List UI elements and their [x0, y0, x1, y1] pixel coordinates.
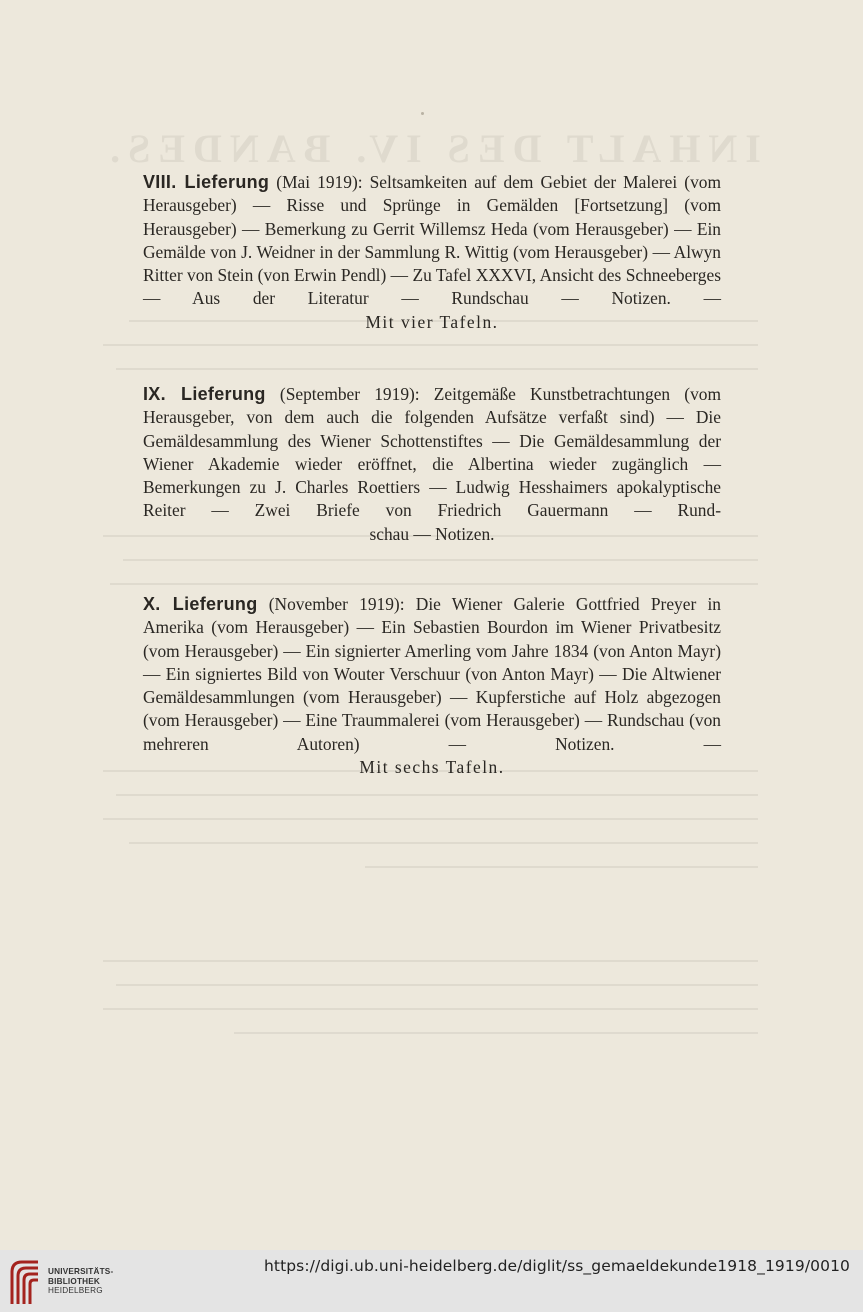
- permalink-url[interactable]: https://digi.ub.uni-heidelberg.de/diglit/ss_gemaeldekunde1918_1919/0010: [263, 1257, 850, 1275]
- library-name-line1: UNIVERSITÄTS-: [48, 1267, 114, 1276]
- bleed-through-texture: [103, 950, 758, 1056]
- bleed-through-title: INHALT DES IV. BANDES.: [102, 126, 761, 171]
- section-closing: schau — Notizen.: [369, 523, 495, 544]
- section-x: [143, 593, 721, 779]
- library-name[interactable]: [48, 1267, 113, 1296]
- section-text: (September 1919): Zeitgemäße Kunstbetrachtungen (vom Herausgeber, von dem auch die folgenden Aufsätze verfaßt sind) — Die Gemäldesammlung des Wiener Schottenstiftes — Die Gemäldesammlung der Wiener Akademie wieder eröffnet, die Albertina wieder zugänglich — Bemerkungen zu J. Charles Roettiers — Ludwig Hesshaimers apokalyptische Reiter — Zwei Briefe von Friedrich Gauermann — Rund-: [143, 384, 721, 521]
- section-plates-note: Mit vier Tafeln.: [365, 311, 499, 332]
- heidelberg-library-logo-icon[interactable]: [8, 1258, 42, 1306]
- section-label: X. Lieferung: [143, 594, 258, 614]
- section-label: VIII. Lieferung: [143, 172, 270, 192]
- section-ix: [143, 383, 721, 546]
- bleed-through-texture: [103, 760, 758, 890]
- section-text: (Mai 1919): Seltsamkeiten auf dem Gebiet der Malerei (vom Herausgeber) — Risse und Sprünge in Gemälden [Fortsetzung] (vom Herausgeber) — Bemerkung zu Gerrit Willemsz Heda (vom Herausgeber) — Ein Gemälde von J. Weidner in der Sammlung R. Wittig (vom Herausgeber) — Alwyn Ritter von Stein (von Erwin Pendl) — Zu Tafel XXXVI, Ansicht des Schneeberges — Aus der Literatur — Rundschau — Notizen. —: [143, 172, 721, 309]
- paper-speck: [421, 112, 424, 115]
- section-plates-note: Mit sechs Tafeln.: [359, 757, 505, 778]
- section-text: (November 1919): Die Wiener Galerie Gottfried Preyer in Amerika (vom Herausgeber) — Ein Sebastien Bourdon im Wiener Privatbesitz (vom Herausgeber) — Ein signierter Amerling vom Jahre 1834 (von Anton Mayr) — Ein signiertes Bild von Wouter Verschuur (von Anton Mayr) — Die Altwiener Gemäldesammlungen (vom Herausgeber) — Kupferstiche auf Holz abgezogen (vom Herausgeber) — Eine Traummalerei (vom Herausgeber) — Rundschau (von mehreren Autoren) — Notizen. —: [143, 594, 721, 754]
- section-viii: [143, 171, 721, 334]
- section-label: IX. Lieferung: [143, 384, 266, 404]
- library-name-line2: BIBLIOTHEK: [48, 1276, 101, 1286]
- library-name-line3: HEIDELBERG: [48, 1286, 103, 1296]
